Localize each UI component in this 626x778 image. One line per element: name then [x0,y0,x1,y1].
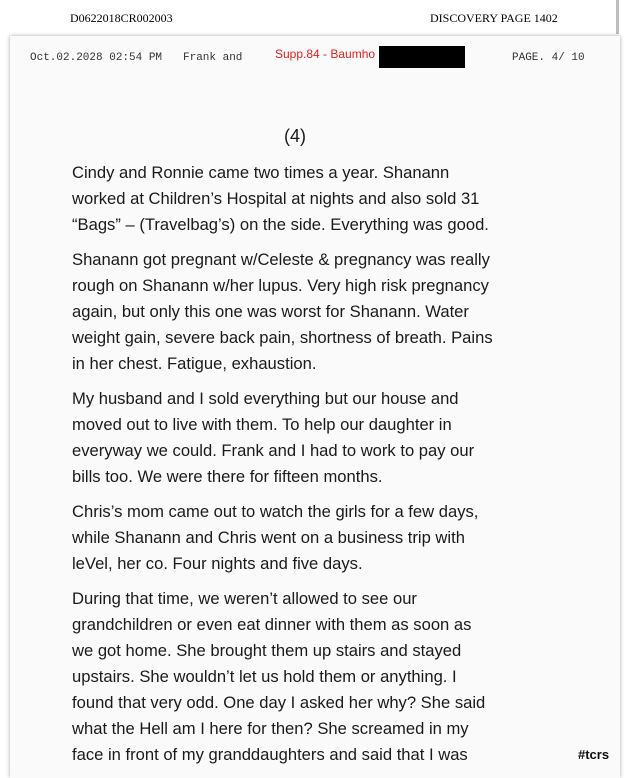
text-line: found that very odd. One day I asked her why? She said [72,693,486,712]
fax-page-count: PAGE. 4/ 10 [512,52,585,64]
fax-date-time: Oct.02.2028 02:54 PM [30,52,163,64]
text-line: face in front of my granddaughters and said that I was [72,745,468,764]
paragraph [72,386,592,490]
text-line: grandchildren or even eat dinner with them as soon as [72,615,472,634]
text-line: while Shanann and Chris went on a business trip with [72,528,465,547]
paragraph [72,499,592,577]
text-line: Chris’s mom came out to watch the girls for a few days, [72,502,479,521]
watermark: #tcrs [578,747,610,762]
discovery-page-number: DISCOVERY PAGE 1402 [430,11,558,25]
handwritten-page-number: (4) [284,126,306,146]
text-line: what the Hell am I here for then? She screamed in my [72,719,469,738]
text-line: worked at Children’s Hospital at nights and also sold 31 [72,189,480,208]
paragraph [72,247,592,377]
paragraph [72,160,592,238]
text-line: upstairs. She wouldn’t let us hold them or anything. I [72,667,457,686]
text-line: moved out to live with them. To help our daughter in [72,415,452,434]
scanned-page [10,36,620,778]
text-line: we got home. She brought them up stairs and stayed [72,641,462,660]
text-line: Shanann got pregnant w/Celeste & pregnancy was really [72,250,490,269]
text-line: “Bags” – (Travelbag’s) on the side. Everything was good. [72,215,489,234]
letter-body [72,160,592,777]
redaction-box [379,46,465,68]
document-id: D0622018CR002003 [70,11,173,25]
paragraph [72,586,592,768]
text-line: in her chest. Fatigue, exhaustion. [72,354,317,373]
fax-header [30,47,610,70]
text-line: everyway we could. Frank and I had to work to pay our [72,441,475,460]
text-line: My husband and I sold everything but our house and [72,389,459,408]
text-line: weight gain, severe back pain, shortness of breath. Pains [72,328,493,347]
text-line: again, but only this one was worst for Shanann. Water [72,302,469,321]
text-line: bills too. We were there for fifteen months. [72,467,383,486]
fax-sender-names: Frank and [183,52,243,64]
text-line: During that time, we weren’t allowed to see our [72,589,417,608]
text-line: Cindy and Ronnie came two times a year. Shanann [72,163,450,182]
discovery-header [0,0,626,34]
text-line: rough on Shanann w/her lupus. Very high risk pregnancy [72,276,489,295]
header-divider [616,0,619,34]
text-line: leVel, her co. Four nights and five days. [72,554,363,573]
supplement-stamp: Supp.84 - Baumho [275,47,376,61]
